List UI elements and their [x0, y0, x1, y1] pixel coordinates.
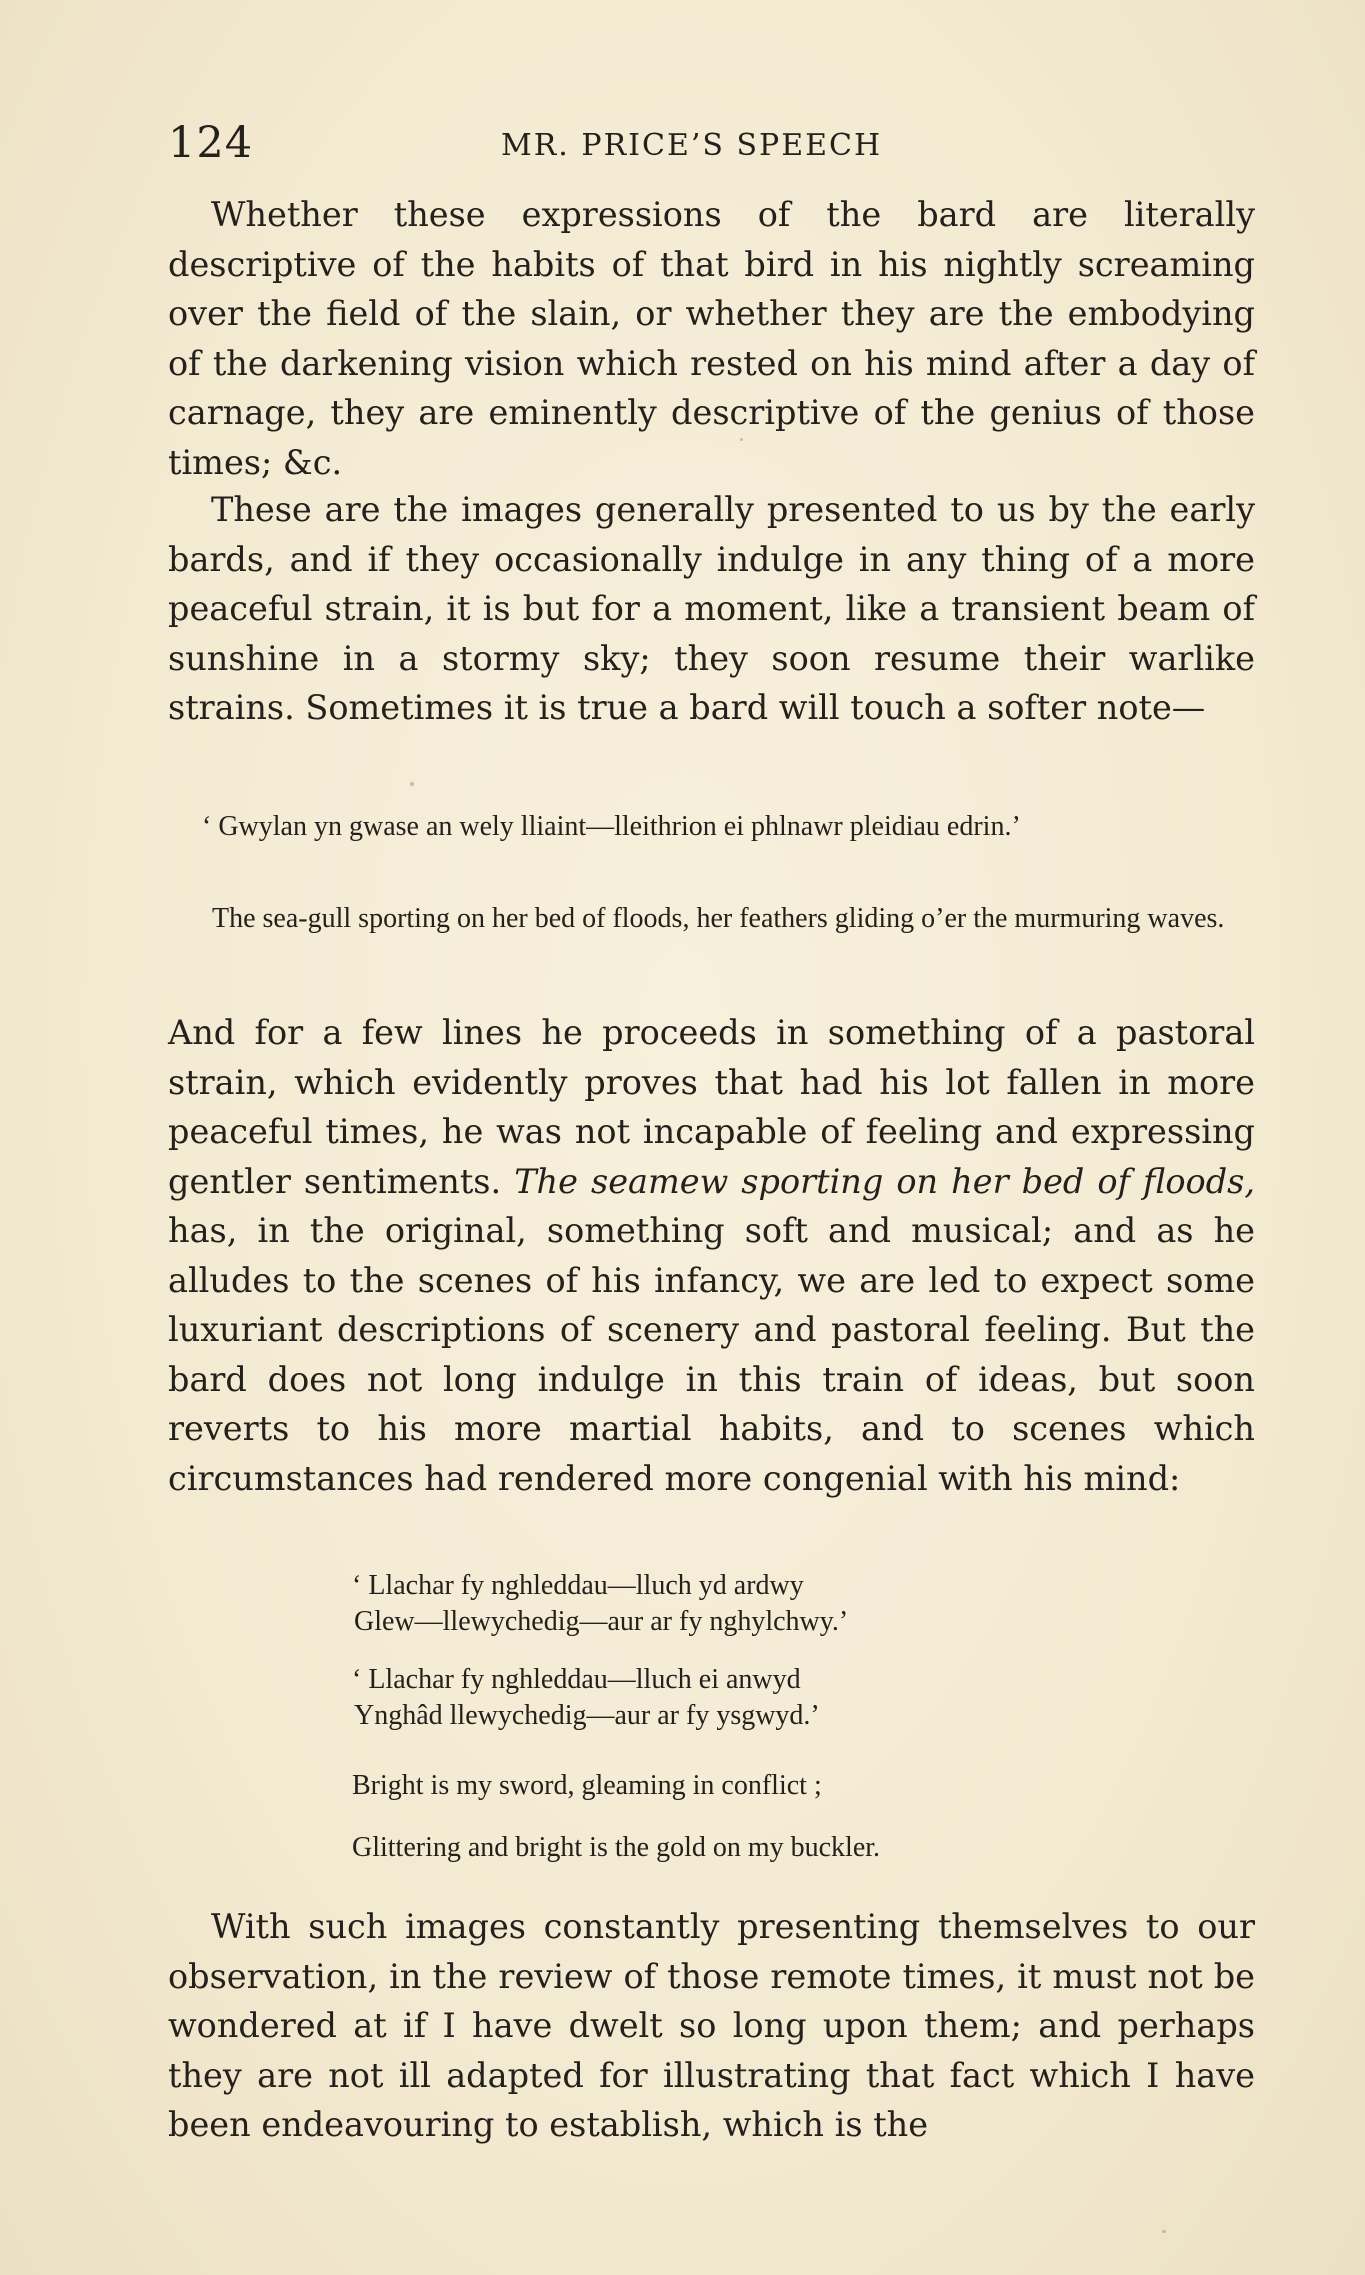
paper-speck	[410, 782, 414, 786]
pastoral-italic-phrase: The seamew sporting on her bed of floods,	[514, 1161, 1255, 1201]
page-number: 124	[168, 118, 254, 168]
verse-stanza-2	[352, 1662, 1202, 1734]
running-head: MR. PRICE’S SPEECH	[501, 128, 883, 163]
page-header	[168, 118, 1253, 168]
quote-welsh: ‘ Gwylan yn gwase an wely lliaint—lleithrion ei phlnawr pleidiau edrin.’	[202, 811, 1021, 842]
verse-translation-1: Bright is my sword, gleaming in conflict ;	[352, 1770, 822, 1801]
verse-line: Ynghâd llewychedig—aur ar fy ysgwyd.’	[354, 1700, 820, 1731]
paper-speck	[1162, 2230, 1166, 2233]
paragraph-images: These are the images generally presented to us by the early bards, and if they occasionally indulge in any thing of a more peaceful strain, it is but for a moment, like a transient beam of sunshine in a stormy sky; they soon resume their warlike strains. Sometimes it is true a bard will touch a softer note—	[168, 490, 1255, 727]
paper-speck	[740, 438, 743, 441]
verse-stanza-1	[352, 1568, 1202, 1640]
paragraph-such-images: With such images constantly presenting themselves to our observation, in the review of those remote times, it must not be wondered at if I have dwelt so long upon them; and perhaps they are not ill adapted for illustrating that fact which I have been endeavouring to establish, which is the	[168, 1907, 1255, 2144]
pastoral-text-a: And for a few lines he proceeds in something of a pastoral strain, which evidently proves that had his lot fallen in more peaceful times, he was not incapable of feeling and expressing gentler sentiments.	[168, 1013, 1255, 1201]
verse-line: Glew—llewychedig—aur ar fy nghylchwy.’	[354, 1606, 849, 1637]
verse-translation-2: Glittering and bright is the gold on my buckler.	[352, 1832, 881, 1863]
verse-line: ‘ Llachar fy nghleddau—lluch ei anwyd	[352, 1664, 801, 1695]
verse-line: ‘ Llachar fy nghleddau—lluch yd ardwy	[352, 1570, 804, 1601]
quote-translation: The sea-gull sporting on her bed of floods, her feathers gliding o’er the murmuring waves.	[212, 903, 1225, 934]
paragraph-whether: Whether these expressions of the bard are literally descriptive of the habits of that bird in his nightly screaming over the field of the slain, or whether they are the embodying of the darkening vision which rested on his mind after a day of carnage, they are eminently descriptive of the genius of those times; &c.	[168, 195, 1255, 482]
paragraph-pastoral	[168, 1008, 1255, 1503]
pastoral-text-b: has, in the original, something soft and musical; and as he alludes to the scenes of his infancy, we are led to expect some luxuriant descriptions of scenery and pastoral feeling. But the bard does not long indulge in this train of ideas, but soon reverts to his more martial habits, and to scenes which circumstances had rendered more congenial with his mind:	[168, 1211, 1255, 1498]
